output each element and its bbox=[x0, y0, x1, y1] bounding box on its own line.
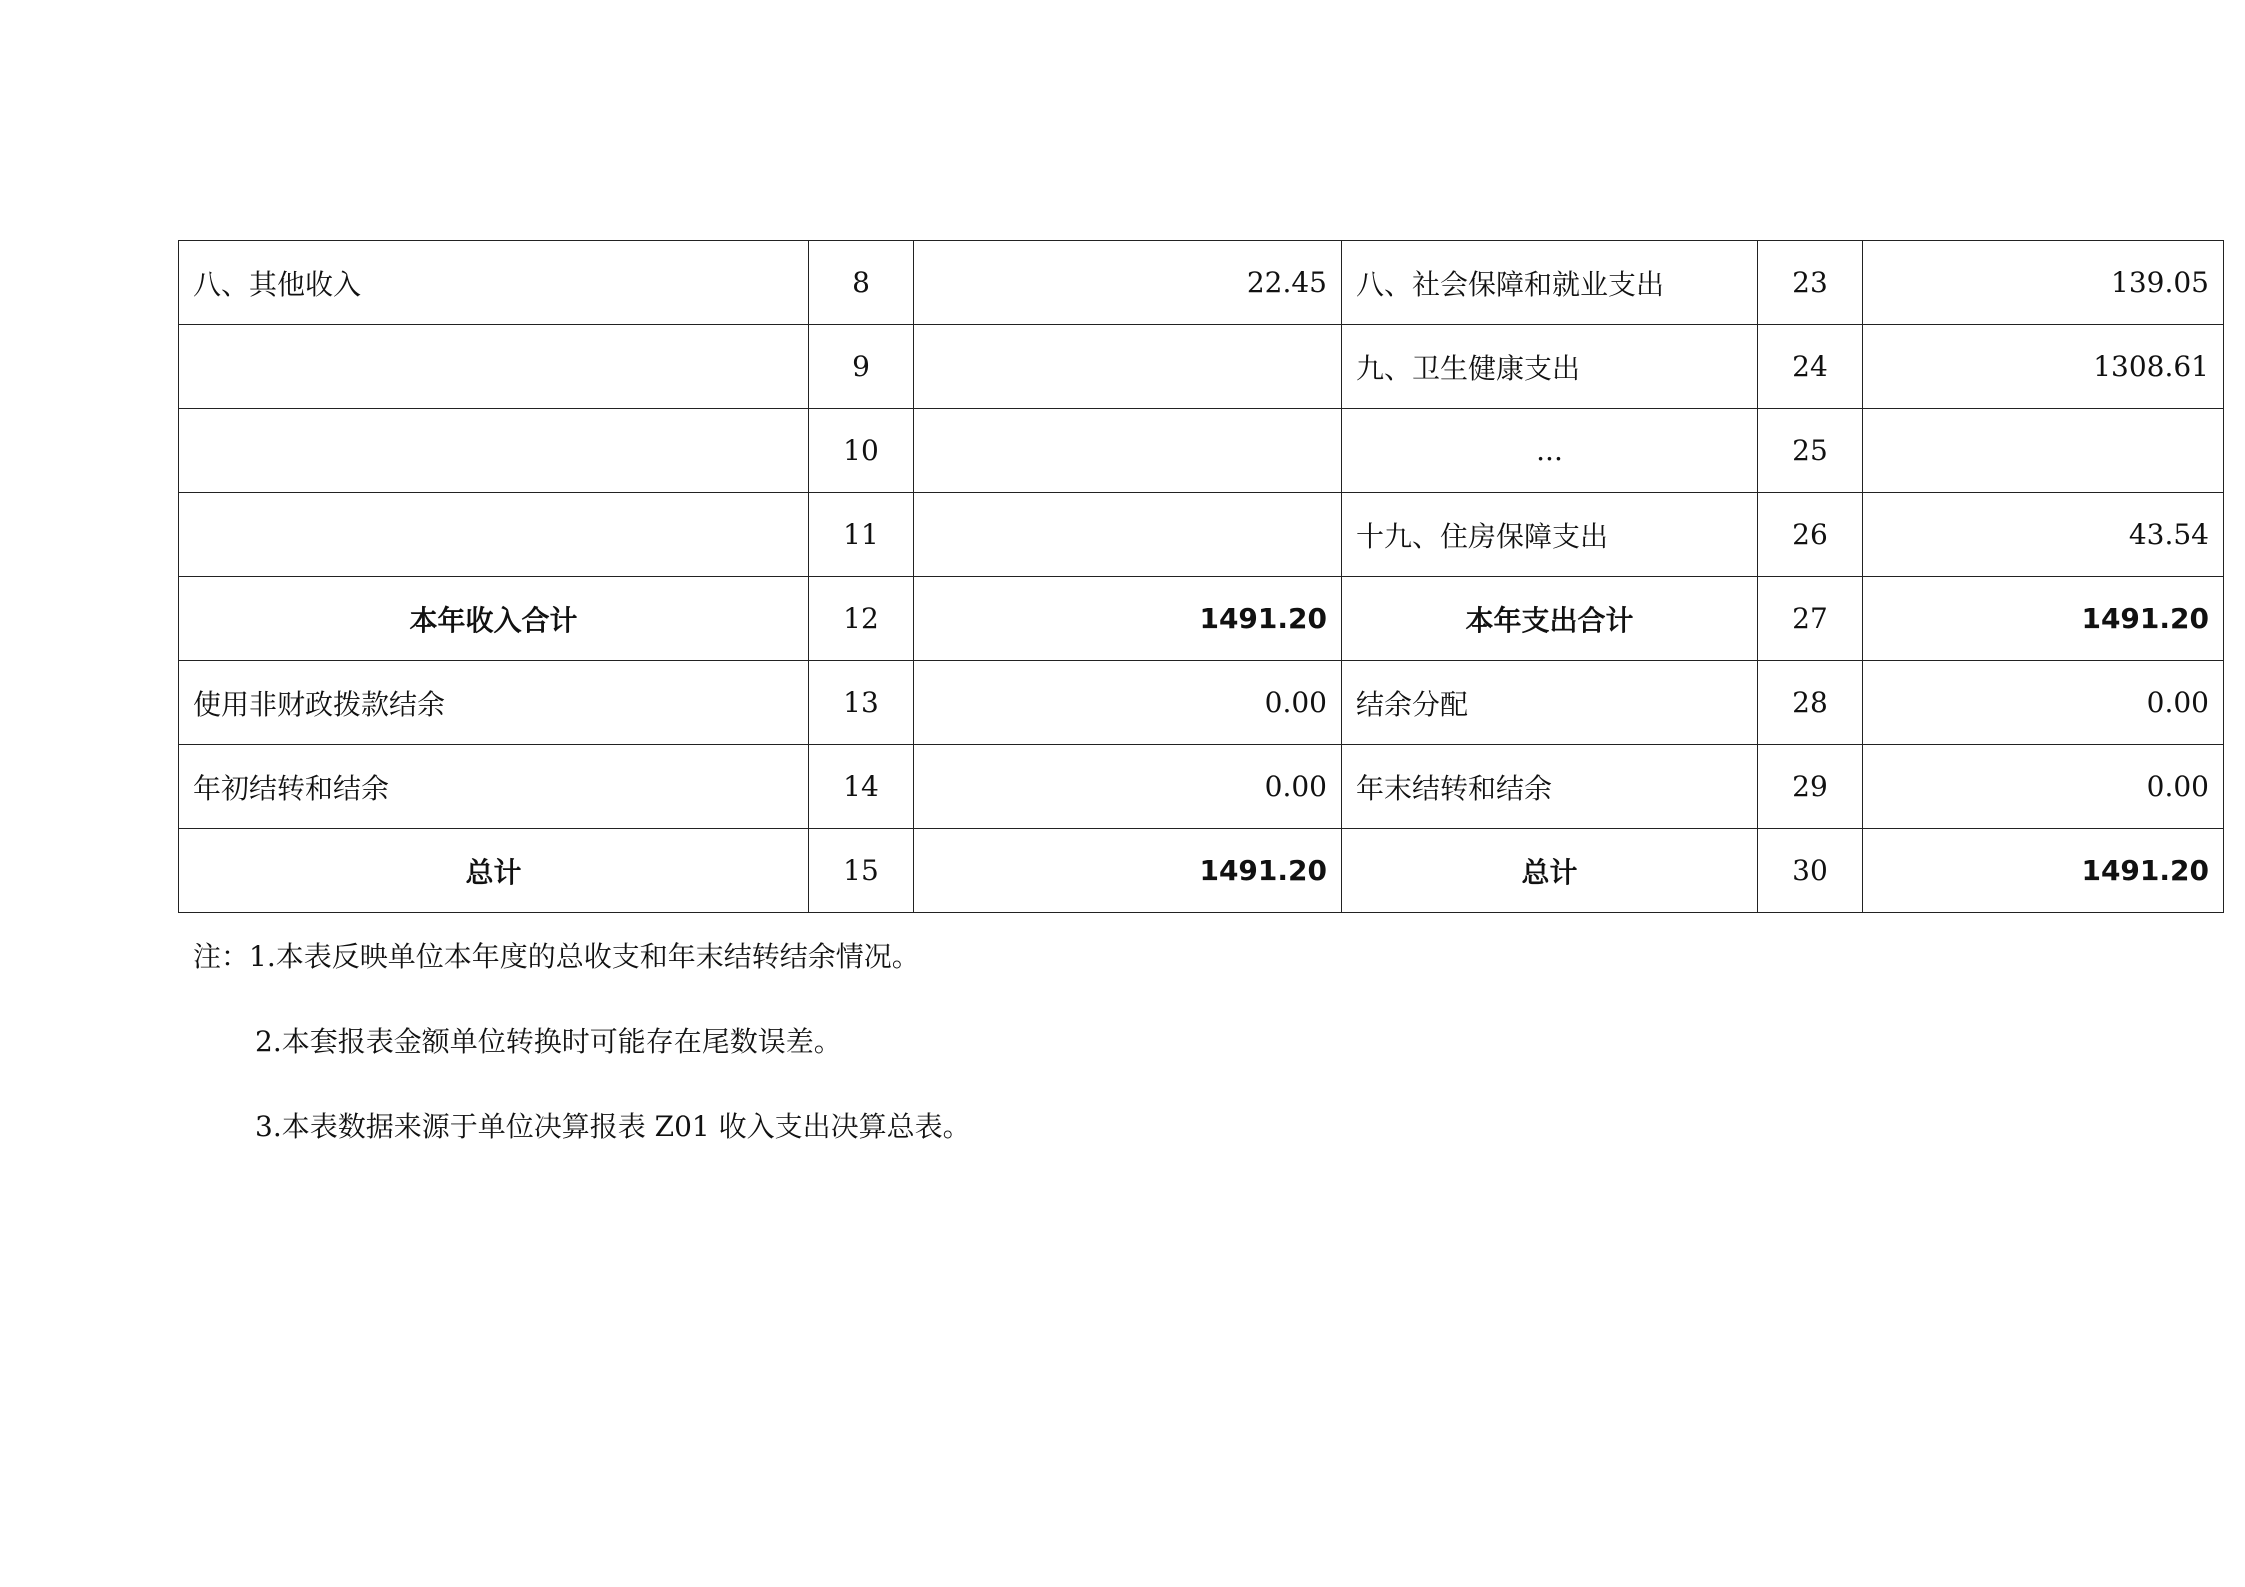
expense-line-number-cell: 28 bbox=[1758, 661, 1863, 745]
income-item-cell bbox=[179, 325, 809, 409]
expense-item-cell: 十九、住房保障支出 bbox=[1342, 493, 1758, 577]
table-row bbox=[179, 241, 2224, 325]
income-line-number-cell: 14 bbox=[809, 745, 914, 829]
income-amount-cell bbox=[914, 325, 1342, 409]
table-row bbox=[179, 661, 2224, 745]
expense-line-number-cell: 27 bbox=[1758, 577, 1863, 661]
income-amount-cell: 0.00 bbox=[914, 745, 1342, 829]
expense-line-number-cell: 26 bbox=[1758, 493, 1863, 577]
note-2: 2.本套报表金额单位转换时可能存在尾数误差。 bbox=[255, 1025, 842, 1058]
expense-amount-cell bbox=[1863, 409, 2224, 493]
note-1: 注：1.本表反映单位本年度的总收支和年末结转结余情况。 bbox=[193, 940, 920, 973]
table-row bbox=[179, 493, 2224, 577]
table-row bbox=[179, 409, 2224, 493]
table-total-row bbox=[179, 577, 2224, 661]
expense-item-cell: 年末结转和结余 bbox=[1342, 745, 1758, 829]
income-amount-cell bbox=[914, 493, 1342, 577]
income-amount-cell: 1491.20 bbox=[914, 829, 1342, 913]
expense-item-cell: 八、社会保障和就业支出 bbox=[1342, 241, 1758, 325]
expense-line-number-cell: 25 bbox=[1758, 409, 1863, 493]
income-item-cell: 年初结转和结余 bbox=[179, 745, 809, 829]
income-item-cell: 本年收入合计 bbox=[179, 577, 809, 661]
expense-amount-cell: 43.54 bbox=[1863, 493, 2224, 577]
income-item-cell: 八、其他收入 bbox=[179, 241, 809, 325]
expense-amount-cell: 1308.61 bbox=[1863, 325, 2224, 409]
expense-line-number-cell: 23 bbox=[1758, 241, 1863, 325]
expense-line-number-cell: 24 bbox=[1758, 325, 1863, 409]
income-line-number-cell: 12 bbox=[809, 577, 914, 661]
income-amount-cell: 0.00 bbox=[914, 661, 1342, 745]
expense-item-cell: 结余分配 bbox=[1342, 661, 1758, 745]
expense-item-cell: 本年支出合计 bbox=[1342, 577, 1758, 661]
income-item-cell: 总计 bbox=[179, 829, 809, 913]
income-line-number-cell: 11 bbox=[809, 493, 914, 577]
expense-amount-cell: 0.00 bbox=[1863, 661, 2224, 745]
income-line-number-cell: 10 bbox=[809, 409, 914, 493]
expense-amount-cell: 1491.20 bbox=[1863, 829, 2224, 913]
income-item-cell bbox=[179, 493, 809, 577]
expense-amount-cell: 139.05 bbox=[1863, 241, 2224, 325]
income-line-number-cell: 9 bbox=[809, 325, 914, 409]
income-amount-cell: 1491.20 bbox=[914, 577, 1342, 661]
expense-line-number-cell: 30 bbox=[1758, 829, 1863, 913]
expense-line-number-cell: 29 bbox=[1758, 745, 1863, 829]
income-item-cell: 使用非财政拨款结余 bbox=[179, 661, 809, 745]
income-amount-cell: 22.45 bbox=[914, 241, 1342, 325]
table-row bbox=[179, 745, 2224, 829]
expense-item-cell: 九、卫生健康支出 bbox=[1342, 325, 1758, 409]
expense-amount-cell: 1491.20 bbox=[1863, 577, 2224, 661]
table-total-row bbox=[179, 829, 2224, 913]
expense-item-cell: ... bbox=[1342, 409, 1758, 493]
income-expense-table bbox=[178, 240, 2224, 913]
note-3: 3.本表数据来源于单位决算报表 Z01 收入支出决算总表。 bbox=[255, 1110, 971, 1143]
expense-item-cell: 总计 bbox=[1342, 829, 1758, 913]
notes bbox=[193, 936, 971, 1191]
income-line-number-cell: 8 bbox=[809, 241, 914, 325]
income-line-number-cell: 15 bbox=[809, 829, 914, 913]
expense-amount-cell: 0.00 bbox=[1863, 745, 2224, 829]
income-item-cell bbox=[179, 409, 809, 493]
table-row bbox=[179, 325, 2224, 409]
table-body bbox=[179, 241, 2224, 913]
income-amount-cell bbox=[914, 409, 1342, 493]
income-line-number-cell: 13 bbox=[809, 661, 914, 745]
